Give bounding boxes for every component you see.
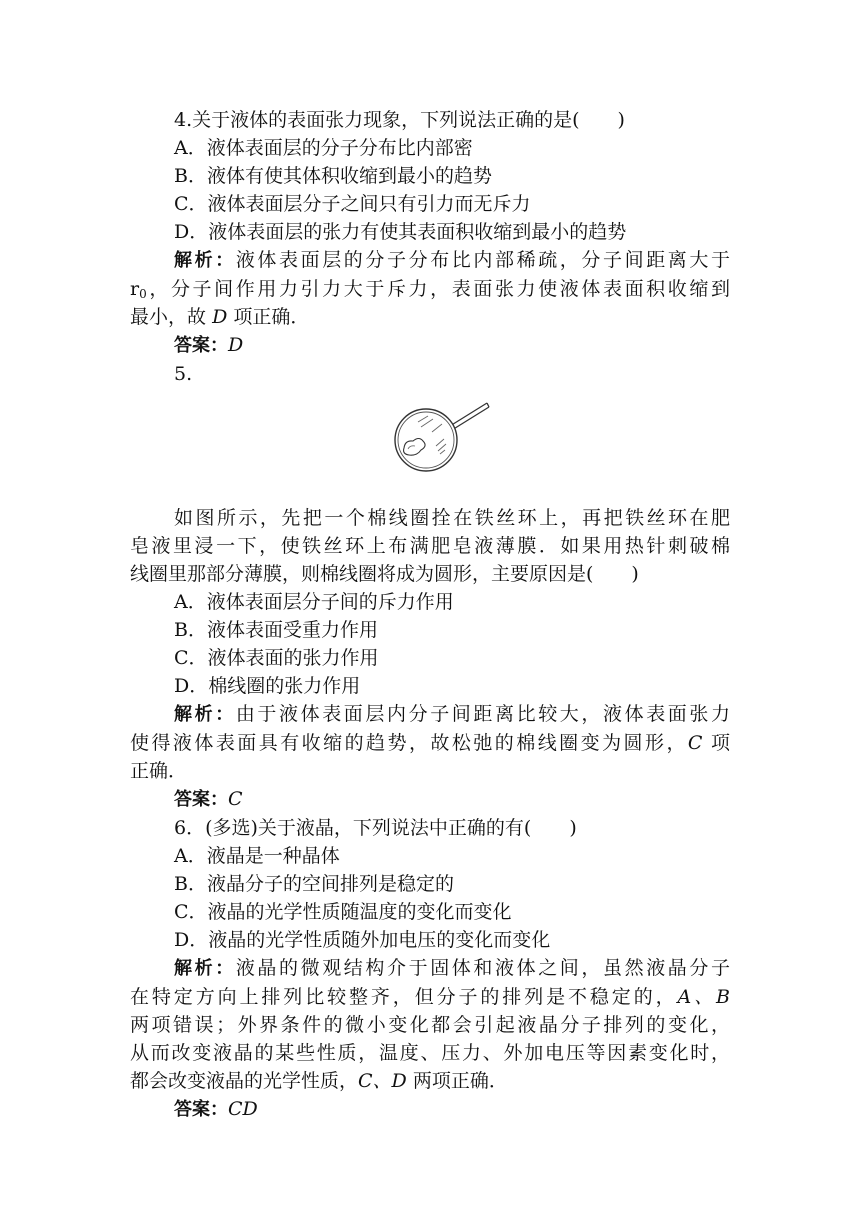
q6-analysis-line1: 解析：液晶的微观结构介于固体和液体之间，虽然液晶分子 xyxy=(174,957,731,979)
q6-analysis-line4: 从而改变液晶的某些性质，温度、压力、外加电压等因素变化时， xyxy=(130,1042,730,1064)
q5-analysis-line1: 解析：由于液体表面层内分子间距离比较大，液体表面张力 xyxy=(174,703,731,725)
q5-option-c: C．液体表面的张力作用 xyxy=(174,647,379,669)
q6-analysis-line3: 两项错误；外界条件的微小变化都会引起液晶分子排列的变化， xyxy=(130,1014,730,1036)
q6-option-a: A．液晶是一种晶体 xyxy=(174,845,340,867)
q6-analysis-line2: 在特定方向上排列比较整齐，但分子的排列是不稳定的，A、B xyxy=(130,986,730,1008)
question-content xyxy=(130,106,730,1124)
q5-stem-line1: 如图所示，先把一个棉线圈拴在铁丝环上，再把铁丝环在肥 xyxy=(174,507,730,529)
q4-analysis-line2: $r_0$，分子间作用力引力大于斥力，表面张力使液体表面积收缩到 xyxy=(130,278,730,301)
soap-film-ring-icon xyxy=(388,394,492,486)
q5-analysis-line3: 正确． xyxy=(130,760,188,782)
q5-number: 5. xyxy=(174,363,193,385)
q6-answer: 答案：CD xyxy=(174,1098,258,1120)
q4-analysis-label: 解析： xyxy=(174,250,236,271)
q4-analysis-line3: 最小，故 D 项正确． xyxy=(130,306,310,328)
q6-option-d: D．液晶的光学性质随外加电压的变化而变化 xyxy=(174,929,551,951)
q4-option-a: A．液体表面层的分子分布比内部密 xyxy=(174,137,473,159)
q4-stem: 4.关于液体的表面张力现象，下列说法正确的是( ) xyxy=(174,109,625,131)
q5-stem-line2: 皂液里浸一下，使铁丝环上布满肥皂液薄膜．如果用热针刺破棉 xyxy=(130,535,730,557)
q5-analysis-line2: 使得液体表面具有收缩的趋势，故松弛的棉线圈变为圆形，C 项 xyxy=(130,732,730,754)
q4-option-d: D．液体表面层的张力有使其表面积收缩到最小的趋势 xyxy=(174,221,627,243)
q5-option-a: A．液体表面层分子间的斥力作用 xyxy=(174,591,454,613)
q5-answer: 答案：C xyxy=(174,788,243,810)
q5-stem-line3: 线圈里那部分薄膜，则棉线圈将成为圆形，主要原因是( ) xyxy=(130,563,639,585)
q5-option-d: D．棉线圈的张力作用 xyxy=(174,675,361,697)
q6-option-b: B．液晶分子的空间排列是稳定的 xyxy=(174,873,454,895)
q4-option-c: C．液体表面层分子之间只有引力而无斥力 xyxy=(174,193,531,215)
q5-figure xyxy=(130,394,730,490)
q4-analysis-line1: 解析：液体表面层的分子分布比内部稀疏，分子间距离大于 xyxy=(174,249,731,271)
q5-option-b: B．液体表面受重力作用 xyxy=(174,619,378,641)
q6-analysis-line5: 都会改变液晶的光学性质，C、D 两项正确． xyxy=(130,1070,508,1092)
q4-answer: 答案：D xyxy=(174,334,244,356)
q6-stem: 6．(多选)关于液晶，下列说法中正确的有( ) xyxy=(174,817,577,839)
q6-option-c: C．液晶的光学性质随温度的变化而变化 xyxy=(174,901,512,923)
q4-option-b: B．液体有使其体积收缩到最小的趋势 xyxy=(174,165,492,187)
